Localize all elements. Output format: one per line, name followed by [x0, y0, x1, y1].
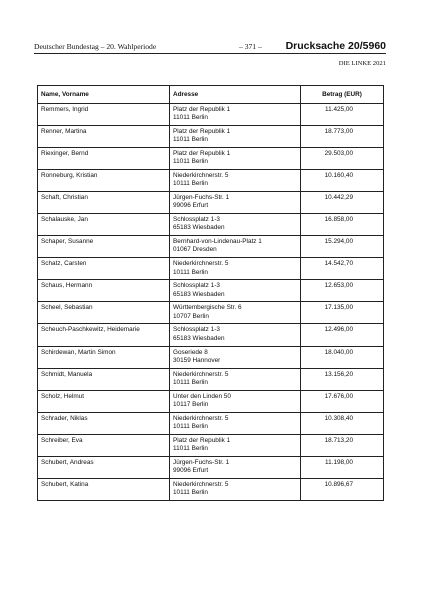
- cell-amount: [301, 368, 384, 390]
- table-row: [38, 434, 384, 456]
- document-number-value: 5960: [362, 40, 386, 52]
- table-row: [38, 368, 384, 390]
- address-city: 10111 Berlin: [173, 489, 208, 496]
- name-text: Schaus, Hermann: [41, 282, 93, 290]
- address-street: Niederkirchnerstr. 5: [173, 370, 229, 378]
- address-street: Goseriede 8: [173, 348, 208, 356]
- address-street: Niederkirchnerstr. 5: [173, 172, 229, 180]
- address-street: Platz der Republik 1: [173, 150, 231, 158]
- amount-text: 18.713,20: [324, 436, 353, 444]
- amount-text: 11.198,00: [325, 458, 353, 466]
- column-header-name: Name, Vorname: [38, 86, 170, 104]
- address-city: 65183 Wiesbaden: [173, 334, 225, 342]
- cell-name: [38, 456, 170, 478]
- cell-address: [170, 104, 301, 126]
- amount-text: 10.160,40: [324, 172, 353, 180]
- name-text: Renner, Martina: [41, 128, 87, 136]
- address-city: 11011 Berlin: [173, 114, 208, 122]
- table-row: [38, 324, 384, 346]
- document-label: Drucksache 20/: [285, 40, 363, 52]
- cell-name: [38, 258, 170, 280]
- address-city: 30159 Hannover: [173, 356, 221, 364]
- cell-amount: [301, 412, 384, 434]
- cell-amount: [301, 170, 384, 192]
- name-text: Schaft, Christian: [41, 194, 88, 202]
- cell-address: [170, 214, 301, 236]
- cell-address: [170, 456, 301, 478]
- cell-name: [38, 478, 170, 500]
- cell-address: [170, 412, 301, 434]
- amount-text: 10.896,67: [324, 480, 353, 488]
- table-row: [38, 214, 384, 236]
- address-street: Bernhard-von-Lindenau-Platz 1: [173, 238, 262, 246]
- address-street: Württembergische Str. 6: [173, 304, 242, 312]
- address-city: 99096 Erfurt: [173, 202, 209, 210]
- amount-text: 13.156,20: [324, 370, 353, 378]
- cell-name: [38, 390, 170, 412]
- cell-amount: [301, 434, 384, 456]
- column-header-address: Adresse: [170, 86, 301, 104]
- name-text: Schalauske, Jan: [41, 216, 88, 224]
- address-street: Schlossplatz 1-3: [173, 282, 220, 290]
- cell-address: [170, 148, 301, 170]
- address-city: 10117 Berlin: [173, 400, 209, 408]
- address-city: 11011 Berlin: [173, 158, 208, 166]
- amount-text: 10.308,40: [324, 414, 353, 422]
- table-body: [38, 104, 384, 501]
- cell-name: [38, 192, 170, 214]
- name-text: Schirdewan, Martin Simon: [41, 348, 116, 356]
- cell-amount: [301, 390, 384, 412]
- address-street: Platz der Republik 1: [173, 436, 231, 444]
- address-city: 65183 Wiesbaden: [173, 224, 225, 232]
- cell-name: [38, 412, 170, 434]
- amount-text: 29.503,00: [324, 150, 353, 158]
- cell-amount: [301, 258, 384, 280]
- table-header-row: [38, 86, 384, 104]
- cell-address: [170, 236, 301, 258]
- cell-name: [38, 434, 170, 456]
- cell-name: [38, 324, 170, 346]
- cell-amount: [301, 280, 384, 302]
- cell-name: [38, 280, 170, 302]
- cell-name: [38, 126, 170, 148]
- amount-text: 12.496,00: [324, 326, 353, 334]
- cell-name: [38, 104, 170, 126]
- address-city: 01067 Dresden: [173, 246, 217, 254]
- address-street: Jürgen-Fuchs-Str. 1: [173, 194, 230, 202]
- amount-text: 14.542,70: [324, 260, 353, 268]
- table-row: [38, 456, 384, 478]
- party-label: DIE LINKE 2021: [338, 60, 386, 67]
- address-city: 11011 Berlin: [173, 444, 208, 452]
- cell-amount: [301, 324, 384, 346]
- cell-name: [38, 170, 170, 192]
- cell-name: [38, 346, 170, 368]
- table-row: [38, 280, 384, 302]
- table-row: [38, 478, 384, 500]
- cell-address: [170, 324, 301, 346]
- address-street: Niederkirchnerstr. 5: [173, 260, 229, 268]
- address-city: 11011 Berlin: [173, 136, 208, 144]
- amount-text: 12.653,00: [324, 282, 353, 290]
- cell-amount: [301, 126, 384, 148]
- address-street: Unter den Linden 50: [173, 392, 231, 400]
- cell-address: [170, 170, 301, 192]
- publication-title: Deutscher Bundestag – 20. Wahlperiode: [34, 42, 157, 51]
- cell-address: [170, 258, 301, 280]
- table-row: [38, 390, 384, 412]
- header-rule: [34, 53, 386, 54]
- address-city: 10111 Berlin: [173, 268, 208, 276]
- cell-amount: [301, 478, 384, 500]
- donations-table: [37, 85, 384, 501]
- name-text: Ronneburg, Kristian: [41, 172, 98, 180]
- name-text: Schatz, Carsten: [41, 260, 87, 268]
- cell-name: [38, 302, 170, 324]
- address-city: 99096 Erfurt: [173, 466, 209, 474]
- table-row: [38, 346, 384, 368]
- table-row: [38, 236, 384, 258]
- address-street: Schlossplatz 1-3: [173, 326, 220, 334]
- cell-address: [170, 390, 301, 412]
- cell-address: [170, 192, 301, 214]
- table-row: [38, 302, 384, 324]
- cell-amount: [301, 346, 384, 368]
- column-header-amount: Betrag (EUR): [301, 86, 384, 104]
- cell-address: [170, 346, 301, 368]
- cell-address: [170, 126, 301, 148]
- amount-text: 16.858,00: [324, 216, 353, 224]
- page-number: – 371 –: [239, 42, 262, 51]
- table-row: [38, 104, 384, 126]
- cell-name: [38, 148, 170, 170]
- address-city: 10111 Berlin: [173, 180, 208, 188]
- page-header: [34, 40, 386, 54]
- amount-text: 17.676,00: [324, 392, 353, 400]
- address-city: 10111 Berlin: [173, 378, 208, 386]
- address-street: Niederkirchnerstr. 5: [173, 414, 229, 422]
- cell-address: [170, 302, 301, 324]
- name-text: Scheel, Sebastian: [41, 304, 93, 312]
- address-street: Schlossplatz 1-3: [173, 216, 220, 224]
- name-text: Schubert, Andreas: [41, 458, 94, 466]
- address-street: Platz der Republik 1: [173, 128, 231, 136]
- cell-name: [38, 368, 170, 390]
- amount-text: 18.773,00: [324, 128, 353, 136]
- table-row: [38, 412, 384, 434]
- amount-text: 17.135,00: [324, 304, 353, 312]
- cell-address: [170, 280, 301, 302]
- name-text: Schubert, Katina: [41, 480, 89, 488]
- cell-amount: [301, 148, 384, 170]
- cell-address: [170, 478, 301, 500]
- cell-address: [170, 368, 301, 390]
- name-text: Schaper, Susanne: [41, 238, 94, 246]
- document-number: [286, 40, 386, 52]
- cell-amount: [301, 302, 384, 324]
- address-street: Platz der Republik 1: [173, 106, 231, 113]
- name-text: Schrader, Niklas: [41, 414, 88, 422]
- table-row: [38, 258, 384, 280]
- amount-text: 10.442,29: [324, 194, 353, 202]
- name-text: Schreiber, Eva: [41, 436, 83, 444]
- name-text: Schmidt, Manuela: [41, 370, 93, 378]
- table-row: [38, 148, 384, 170]
- cell-amount: [301, 192, 384, 214]
- address-city: 10111 Berlin: [173, 422, 208, 430]
- cell-amount: [301, 104, 384, 126]
- table-row: [38, 192, 384, 214]
- amount-text: 18.040,00: [324, 348, 353, 356]
- cell-name: [38, 236, 170, 258]
- cell-amount: [301, 236, 384, 258]
- name-text: Scheuch-Paschkewitz, Heidemarie: [41, 326, 140, 334]
- table-row: [38, 126, 384, 148]
- cell-amount: [301, 456, 384, 478]
- table-row: [38, 170, 384, 192]
- address-street: Niederkirchnerstr. 5: [173, 480, 229, 488]
- cell-address: [170, 434, 301, 456]
- address-city: 10707 Berlin: [173, 312, 209, 320]
- amount-text: 11.425,00: [325, 106, 353, 113]
- address-street: Jürgen-Fuchs-Str. 1: [173, 458, 230, 466]
- address-city: 65183 Wiesbaden: [173, 290, 225, 298]
- name-text: Remmers, Ingrid: [41, 106, 89, 113]
- amount-text: 15.294,00: [324, 238, 353, 246]
- cell-name: [38, 214, 170, 236]
- name-text: Riexinger, Bernd: [41, 150, 89, 158]
- name-text: Scholz, Helmut: [41, 392, 84, 400]
- cell-amount: [301, 214, 384, 236]
